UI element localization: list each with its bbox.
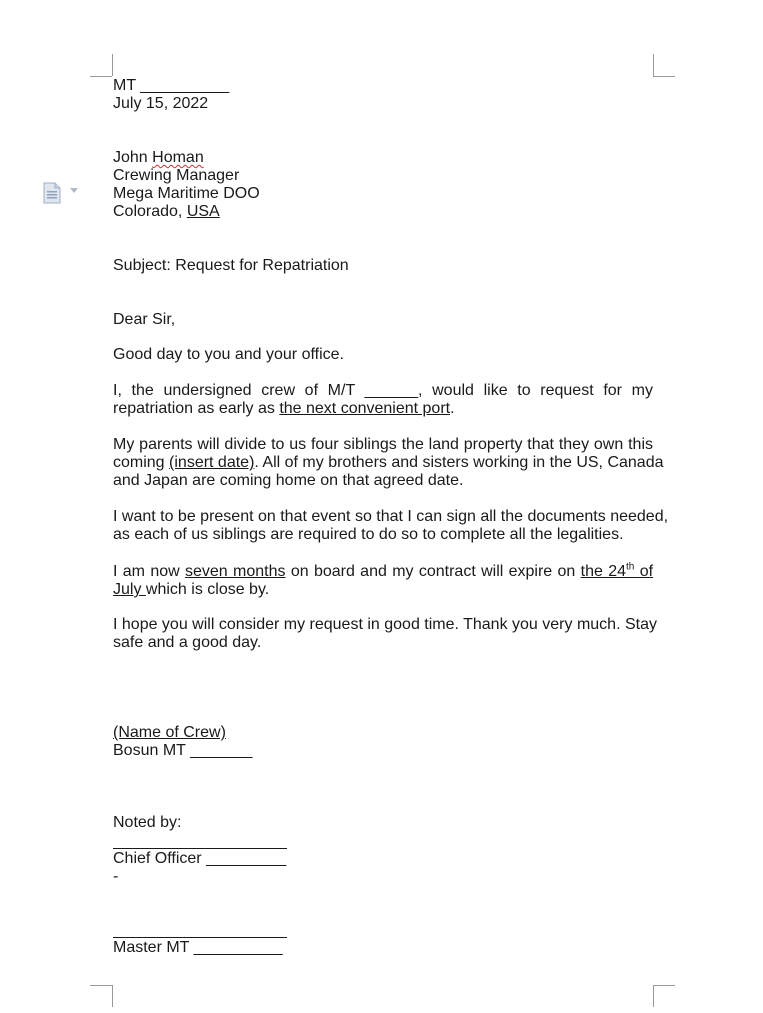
paragraph2-line3: and Japan are coming home on that agreed date.: [113, 472, 464, 489]
recipient-city: Colorado,: [113, 203, 187, 220]
paragraph1-line1: I, the undersigned crew of M/T ______, would like to request for my: [113, 382, 653, 399]
paragraph1-line2: [113, 400, 455, 418]
paragraph4-expiry-suffix: th: [626, 561, 635, 573]
paragraph1-line2-pre: repatriation as early as: [113, 400, 280, 417]
master-signature-line: [113, 937, 287, 938]
paragraph2-link: (insert date): [169, 454, 255, 471]
paragraph2-line1: My parents will divide to us four siblings the land property that they own this: [113, 436, 653, 453]
crew-name: (Name of Crew): [113, 724, 226, 741]
chevron-down-icon[interactable]: [70, 188, 78, 193]
subject-line: Subject: Request for Repatriation: [113, 257, 349, 274]
paragraph2-line2-post: . All of my brothers and sisters working in the US, Canada: [254, 454, 664, 471]
crop-mark-bottom-right-v: [653, 985, 654, 1007]
paragraph3-line1: I want to be present on that event so that I can sign all the documents needed,: [113, 508, 669, 525]
paragraph4-line1-mid: on board and my contract will expire on: [285, 563, 581, 580]
recipient-first-name: John: [113, 149, 153, 166]
recipient-last-name: Homan: [152, 149, 204, 166]
paragraph1-line2-post: .: [450, 400, 455, 417]
crop-mark-bottom-left-h: [90, 985, 112, 986]
greeting: Good day to you and your office.: [113, 346, 344, 363]
paragraph2-line2-pre: coming: [113, 454, 170, 471]
recipient-company: Mega Maritime DOO: [113, 185, 260, 202]
paragraph4-expiry-month: July: [113, 581, 146, 598]
recipient-country: USA: [186, 203, 220, 220]
noted-by-label: Noted by:: [113, 814, 182, 831]
paste-options-icon[interactable]: [42, 182, 62, 204]
vessel-line: MT __________: [113, 77, 230, 94]
crop-mark-top-left-v: [112, 54, 113, 76]
crop-mark-bottom-right-h: [653, 985, 675, 986]
salutation: Dear Sir,: [113, 311, 176, 328]
crop-mark-top-right-h: [653, 76, 675, 77]
chief-officer-line: Chief Officer _________: [113, 850, 287, 867]
paragraph4-expiry-of: of: [634, 563, 654, 580]
crop-mark-bottom-left-v: [112, 985, 113, 1007]
master-line: Master MT __________: [113, 939, 283, 956]
recipient-title: Crewing Manager: [113, 167, 240, 184]
paragraph3-line2: as each of us siblings are required to do so to complete all the legalities.: [113, 526, 624, 543]
chief-officer-signature-line: [113, 848, 287, 849]
paragraph1-link: the next convenient port: [279, 400, 451, 417]
recipient-name: [113, 149, 204, 167]
dash-mark: -: [113, 868, 119, 885]
paragraph4-line2: [113, 581, 269, 599]
paragraph4-expiry-day: the 24: [580, 563, 627, 580]
paragraph5-line2: safe and a good day.: [113, 634, 262, 651]
recipient-location: [113, 203, 220, 221]
crew-position: Bosun MT _______: [113, 742, 253, 759]
paragraph4-duration: seven months: [185, 563, 286, 580]
paragraph4-line1-pre: I am now: [113, 563, 185, 580]
paragraph5-line1: I hope you will consider my request in good time. Thank you very much. Stay: [113, 616, 657, 633]
paragraph4-line2-post: which is close by.: [145, 581, 270, 598]
crop-mark-top-right-v: [653, 54, 654, 76]
paragraph2-line2: [113, 454, 664, 472]
paragraph4-line1: [113, 563, 653, 581]
letter-date: July 15, 2022: [113, 95, 209, 112]
paragraph4-expiry-date: [581, 563, 653, 580]
crop-mark-top-left-h: [90, 76, 112, 77]
